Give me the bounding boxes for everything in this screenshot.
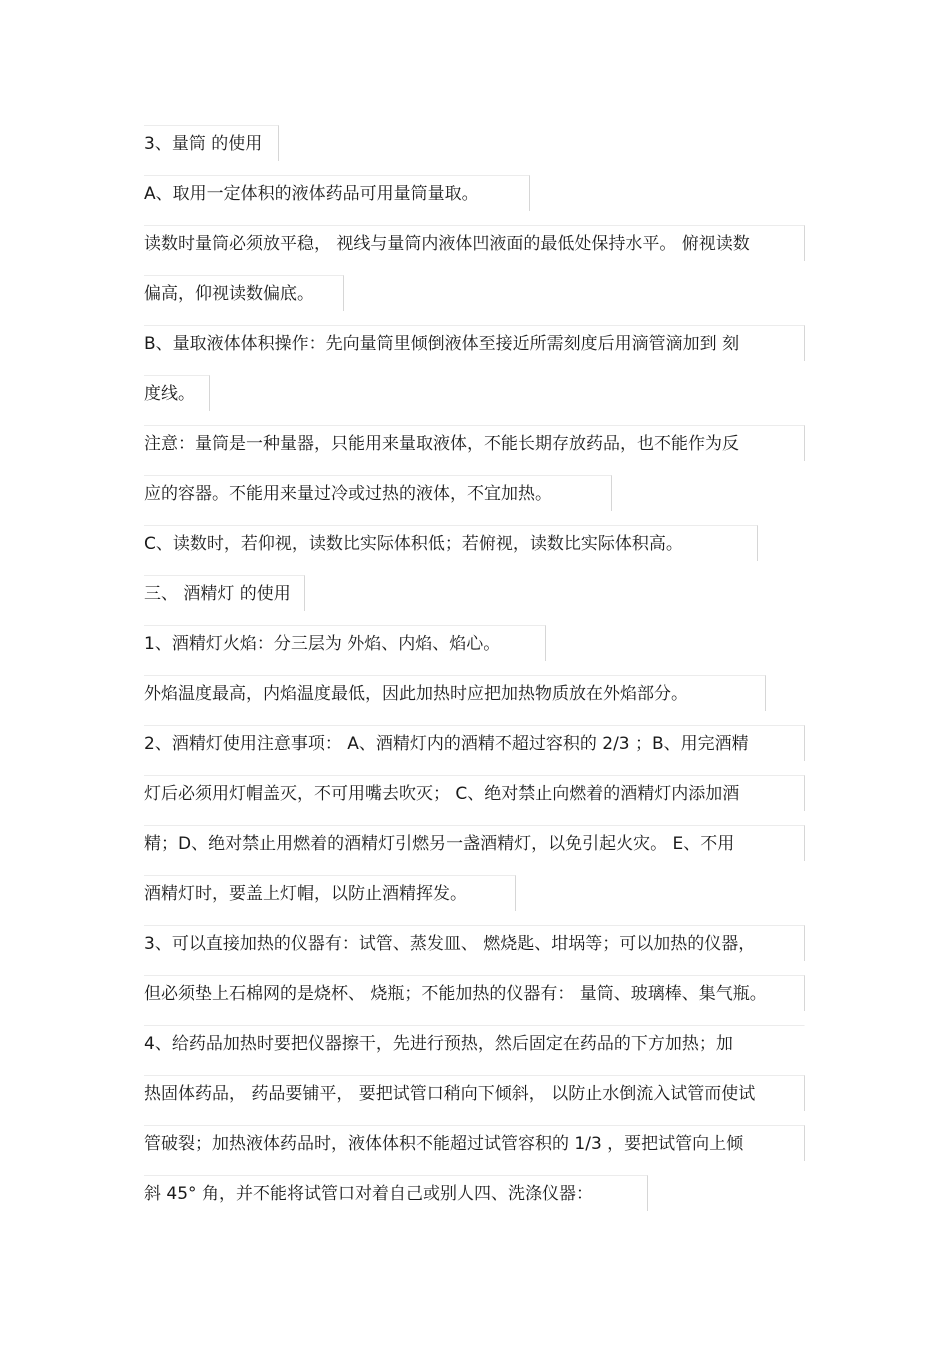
text-line: 灯后必须用灯帽盖灭，不可用嘴去吹灭； C、绝对禁止向燃着的酒精灯内添加酒: [144, 775, 805, 811]
text-line: 酒精灯时，要盖上灯帽，以防止酒精挥发。: [144, 875, 516, 911]
text-line: 外焰温度最高，内焰温度最低，因此加热时应把加热物质放在外焰部分。: [144, 675, 766, 711]
text-line: 2、酒精灯使用注意事项： A、酒精灯内的酒精不超过容积的 2/3 ；B、用完酒精: [144, 725, 805, 761]
text-line: B、量取液体体积操作：先向量筒里倾倒液体至接近所需刻度后用滴管滴加到 刻: [144, 325, 805, 361]
text-line: 偏高，仰视读数偏底。: [144, 275, 344, 311]
section-title: 3、量筒 的使用: [144, 125, 279, 161]
text-line: C、读数时，若仰视，读数比实际体积低；若俯视，读数比实际体积高。: [144, 525, 758, 561]
text-line: 4、给药品加热时要把仪器擦干，先进行预热，然后固定在药品的下方加热；加: [144, 1025, 805, 1061]
text-line: 3、可以直接加热的仪器有：试管、蒸发皿、 燃烧匙、坩埚等；可以加热的仪器，: [144, 925, 805, 961]
text-line: 注意：量筒是一种量器，只能用来量取液体，不能长期存放药品，也不能作为反: [144, 425, 805, 461]
text-line: 斜 45° 角，并不能将试管口对着自己或别人四、洗涤仪器：: [144, 1175, 648, 1211]
text-line: 度线。: [144, 375, 210, 411]
text-line: 应的容器。不能用来量过冷或过热的液体，不宜加热。: [144, 475, 612, 511]
text-line: 但必须垫上石棉网的是烧杯、 烧瓶；不能加热的仪器有： 量筒、玻璃棒、集气瓶。: [144, 975, 805, 1011]
text-line: 热固体药品， 药品要铺平， 要把试管口稍向下倾斜， 以防止水倒流入试管而使试: [144, 1075, 805, 1111]
text-line: 读数时量筒必须放平稳， 视线与量筒内液体凹液面的最低处保持水平。 俯视读数: [144, 225, 805, 261]
section-title: 三、 酒精灯 的使用: [144, 575, 305, 611]
text-line: 1、酒精灯火焰：分三层为 外焰、内焰、焰心。: [144, 625, 546, 661]
text-line: 管破裂；加热液体药品时，液体体积不能超过试管容积的 1/3 ，要把试管向上倾: [144, 1125, 805, 1161]
text-line: A、取用一定体积的液体药品可用量筒量取。: [144, 175, 530, 211]
text-line: 精；D、绝对禁止用燃着的酒精灯引燃另一盏酒精灯，以免引起火灾。 E、不用: [144, 825, 805, 861]
